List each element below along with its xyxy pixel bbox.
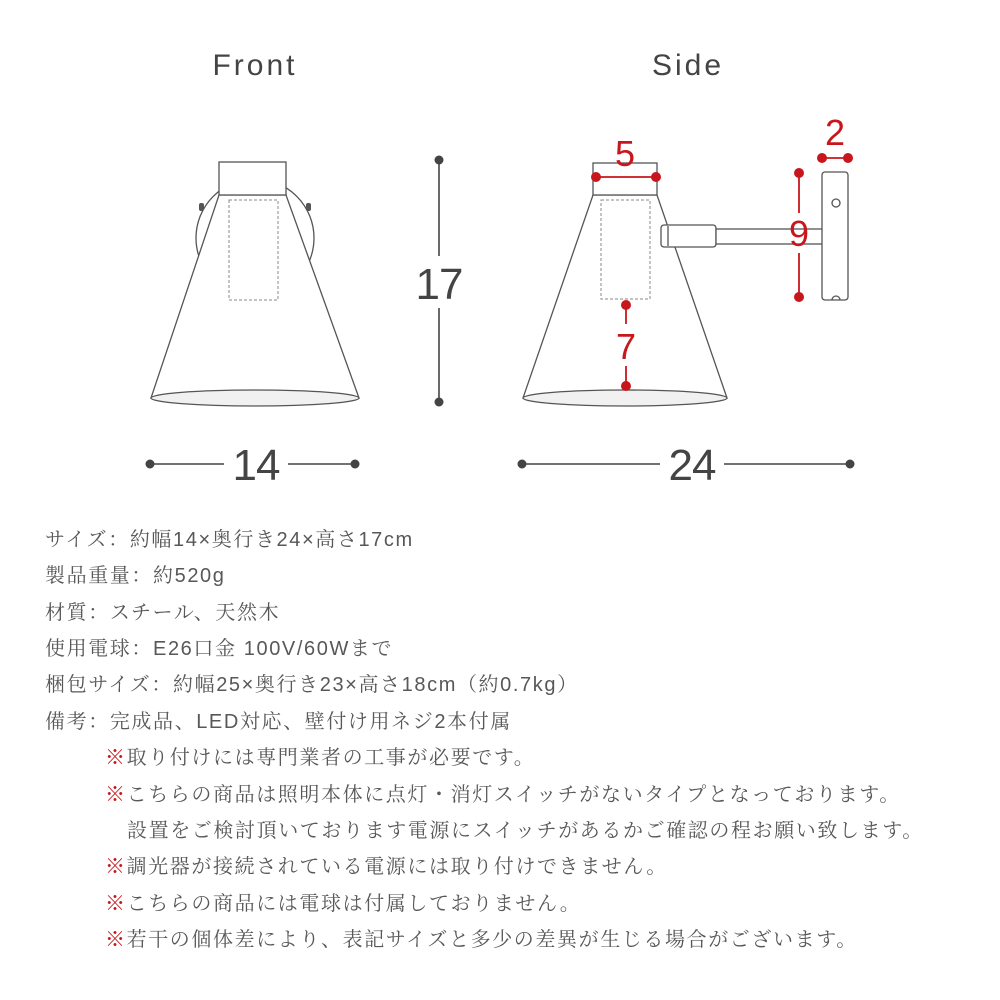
- arm-joint: [661, 225, 716, 247]
- height-dimension-value: 17: [415, 260, 463, 309]
- depth-dimension-dot-right: [846, 460, 855, 469]
- plate-screw-left: [199, 203, 204, 211]
- plate-depth-dimension: [817, 112, 853, 163]
- depth-dimension-value: 24: [668, 441, 716, 490]
- wood-to-bottom-dot-bottom: [621, 381, 631, 391]
- note-size-variance: [45, 922, 985, 958]
- note-installation: [45, 740, 985, 776]
- wood-to-bottom-value: 7: [615, 326, 637, 367]
- shade-opening-side: [523, 390, 727, 406]
- width-dimension-value: 14: [232, 441, 280, 490]
- spec-value: 約幅25×奥行き23×高さ18cm（約0.7kg）: [173, 674, 579, 697]
- front-view-label: Front: [212, 49, 298, 82]
- note-no-switch: [45, 777, 985, 813]
- spec-label: 使用電球：: [45, 638, 153, 661]
- height-dimension-dot-bottom: [435, 398, 444, 407]
- note-mark: ※: [105, 747, 127, 770]
- note-mark: ※: [105, 892, 127, 915]
- spec-label: 備考：: [45, 710, 110, 733]
- note-text: 設置をご検討頂いております電源にスイッチがあるかご確認の程お願い致します。: [127, 819, 924, 842]
- width-dimension-dot-left: [146, 460, 155, 469]
- depth-dimension: [518, 441, 855, 490]
- width-dimension: [146, 441, 360, 490]
- shade-top-dimension-dot-left: [591, 172, 601, 182]
- plate-depth-dot-right: [843, 153, 853, 163]
- shade-top-dimension-value: 5: [614, 133, 636, 174]
- note-mark: ※: [105, 928, 127, 951]
- plate-depth-dot-left: [817, 153, 827, 163]
- wall-plate-side: [822, 172, 848, 300]
- plate-height-value: 9: [788, 213, 810, 254]
- spec-value: E26口金 100V/60Wまで: [153, 638, 394, 661]
- note-mark: ※: [105, 783, 127, 806]
- plate-depth-value: 2: [824, 112, 846, 153]
- spec-row-bulb: [45, 631, 985, 667]
- spec-row-size: [45, 522, 985, 558]
- note-bulb-not-included: [45, 886, 985, 922]
- front-view: [146, 49, 463, 490]
- front-lamp-drawing: [151, 162, 359, 406]
- spec-row-remarks: [45, 704, 985, 740]
- note-no-switch-continuation: [45, 813, 985, 849]
- wood-to-bottom-dot-top: [621, 300, 631, 310]
- spec-label: 梱包サイズ：: [45, 674, 173, 697]
- plate-height-dimension: [789, 168, 809, 302]
- height-dimension-dot-top: [435, 156, 444, 165]
- plate-screw-right: [306, 203, 311, 211]
- shade-top-cap-front: [219, 162, 286, 195]
- note-text: こちらの商品には電球は付属しておりません。: [126, 892, 582, 915]
- height-dimension: [416, 156, 463, 407]
- lamp-shade-front: [151, 195, 359, 398]
- spec-value: 約幅14×奥行き24×高さ17cm: [129, 529, 414, 551]
- spec-value: 完成品、LED対応、壁付け用ネジ2本付属: [109, 710, 512, 733]
- note-text: 若干の個体差により、表記サイズと多少の差異が生じる場合がございます。: [126, 928, 858, 951]
- shade-top-dimension-dot-right: [651, 172, 661, 182]
- width-dimension-dot-right: [351, 460, 360, 469]
- spec-row-material: [45, 595, 985, 631]
- spec-label: 材質：: [45, 601, 110, 624]
- plate-hole: [832, 199, 840, 207]
- side-view-label: Side: [651, 49, 725, 82]
- spec-value: 約520g: [153, 565, 226, 588]
- shade-opening-front: [151, 390, 359, 406]
- note-mark: ※: [105, 856, 127, 879]
- side-view: [518, 49, 855, 490]
- spec-row-weight: [45, 558, 985, 594]
- note-text: 取り付けには専門業者の工事が必要です。: [126, 747, 536, 770]
- spec-row-package-size: [45, 667, 985, 703]
- spec-label: サイズ：: [45, 529, 130, 551]
- note-text: 調光器が接続されている電源には取り付けできません。: [126, 856, 668, 879]
- spec-list: [45, 522, 985, 958]
- plate-height-dot-bottom: [794, 292, 804, 302]
- note-dimmer: [45, 849, 985, 885]
- depth-dimension-dot-left: [518, 460, 527, 469]
- spec-value: スチール、天然木: [109, 601, 281, 624]
- spec-label: 製品重量：: [45, 565, 153, 588]
- plate-height-dot-top: [794, 168, 804, 178]
- note-text: こちらの商品は照明本体に点灯・消灯スイッチがないタイプとなっております。: [126, 783, 901, 806]
